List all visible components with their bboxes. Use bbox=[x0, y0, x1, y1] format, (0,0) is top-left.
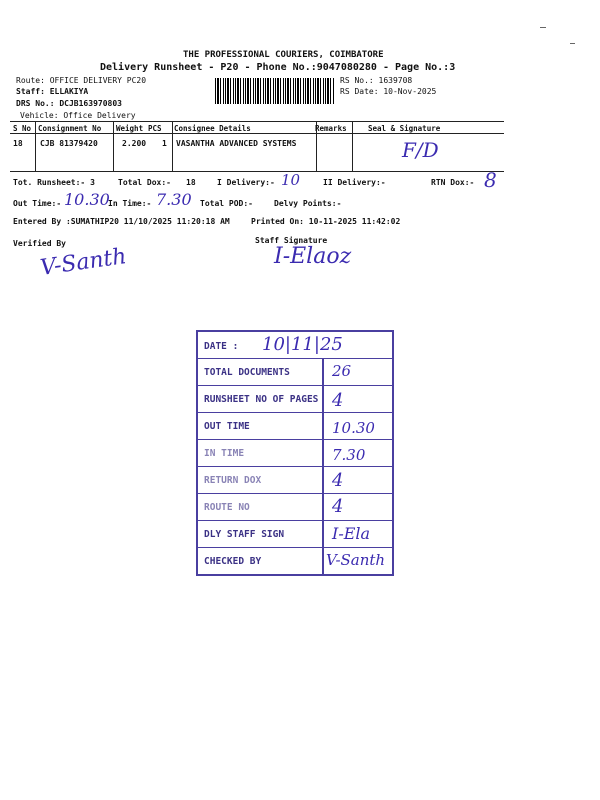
col-header-pcs: PCS bbox=[148, 124, 162, 133]
col-header-sno: S No bbox=[13, 124, 32, 133]
stamp-row bbox=[198, 412, 392, 440]
stamp-row bbox=[198, 385, 392, 413]
table-row-sno: 18 bbox=[13, 139, 23, 148]
barcode bbox=[215, 78, 335, 104]
verified-by-signature: V-Santh bbox=[38, 244, 128, 281]
col-divider bbox=[113, 121, 114, 171]
stamp-row bbox=[198, 358, 392, 386]
stamp-row-label: ROUTE NO bbox=[204, 502, 250, 513]
col-header-remarks: Remarks bbox=[315, 124, 347, 133]
i-delivery-handwritten: 10 bbox=[281, 171, 301, 189]
stamp-date-value: 10|11|25 bbox=[262, 334, 343, 355]
stamp-row-label: RETURN DOX bbox=[204, 475, 262, 486]
stamp-row bbox=[198, 466, 392, 494]
total-dox-label: Total Dox:- bbox=[118, 178, 171, 187]
table-row-consignee: VASANTHA ADVANCED SYSTEMS bbox=[176, 139, 297, 148]
in-time-handwritten: 7.30 bbox=[156, 190, 192, 209]
col-header-seal: Seal & Signature bbox=[368, 124, 441, 133]
rtn-dox-handwritten: 8 bbox=[484, 168, 497, 192]
delvy-points-label: Delvy Points:- bbox=[274, 199, 342, 208]
table-top-line bbox=[10, 121, 504, 122]
stamp-date-row bbox=[198, 332, 392, 359]
staff-signature: I-Elaoz bbox=[274, 244, 352, 269]
stamp-row-value: I-Ela bbox=[332, 524, 371, 543]
out-time-label: Out Time:- bbox=[13, 199, 62, 208]
staff-label: Staff: ELLAKIYA bbox=[16, 87, 89, 96]
col-divider bbox=[352, 121, 353, 171]
in-time-label: In Time:- bbox=[108, 199, 152, 208]
verified-by-label: Verified By bbox=[13, 239, 66, 248]
rs-date: RS Date: 10-Nov-2025 bbox=[340, 87, 437, 96]
stamp-row bbox=[198, 493, 392, 521]
table-bottom-line bbox=[10, 171, 504, 172]
col-header-consignment: Consignment No bbox=[38, 124, 102, 133]
stamp-row-value: 4 bbox=[332, 496, 344, 517]
scan-mark bbox=[570, 43, 575, 44]
col-divider bbox=[172, 121, 173, 171]
stamp-row bbox=[198, 547, 392, 574]
stamp-row-value: 10.30 bbox=[332, 419, 375, 437]
i-delivery-label: I Delivery:- bbox=[217, 178, 275, 187]
ii-delivery-label: II Delivery:- bbox=[323, 178, 386, 187]
printed-on: Printed On: 10-11-2025 11:42:02 bbox=[251, 217, 401, 226]
stamp-row-value: 4 bbox=[332, 470, 344, 491]
drs-number: DRS No.: DCJB163970803 bbox=[16, 99, 122, 108]
tot-runsheet: Tot. Runsheet:- 3 bbox=[13, 178, 95, 187]
stamp-row-label: DLY STAFF SIGN bbox=[204, 529, 285, 540]
scan-mark bbox=[540, 27, 546, 28]
stamp-row bbox=[198, 439, 392, 467]
stamp-row-label: CHECKED BY bbox=[204, 556, 262, 567]
stamp-row-value: 26 bbox=[332, 362, 352, 380]
vehicle-label: Vehicle: Office Delivery bbox=[20, 111, 136, 120]
out-time-handwritten: 10.30 bbox=[64, 190, 110, 209]
stamp-row-label: IN TIME bbox=[204, 448, 245, 459]
runsheet-subtitle: Delivery Runsheet - P20 - Phone No.:9047080280 - Page No.:3 bbox=[100, 62, 456, 73]
stamp-row bbox=[198, 520, 392, 548]
stamp-row-label: OUT TIME bbox=[204, 421, 250, 432]
table-header-line bbox=[10, 133, 504, 134]
stamp-date-label: DATE : bbox=[204, 341, 239, 352]
staff-signature-label: Staff Signature bbox=[255, 236, 328, 245]
table-row-weight: 2.200 bbox=[122, 139, 147, 148]
col-header-weight: Weight bbox=[116, 124, 144, 133]
table-row-seal-handwritten: F/D bbox=[402, 138, 439, 162]
stamp-row-value: 7.30 bbox=[332, 446, 366, 464]
col-header-consignee: Consignee Details bbox=[174, 124, 251, 133]
stamp-row-value: V-Santh bbox=[326, 551, 386, 569]
total-pod-label: Total POD:- bbox=[200, 199, 253, 208]
entered-by: Entered By :SUMATHIP20 11/10/2025 11:20:18 AM bbox=[13, 217, 230, 226]
rs-number: RS No.: 1639708 bbox=[340, 76, 413, 85]
stamp-row-label: TOTAL DOCUMENTS bbox=[204, 367, 290, 378]
delivery-stamp bbox=[196, 330, 394, 576]
company-title: THE PROFESSIONAL COURIERS, COIMBATORE bbox=[183, 50, 384, 60]
total-dox-value: 18 bbox=[186, 178, 196, 187]
table-row-consignment: CJB 81379420 bbox=[40, 139, 98, 148]
table-row-pcs: 1 bbox=[162, 139, 167, 148]
route-label: Route: OFFICE DELIVERY PC20 bbox=[16, 76, 147, 85]
stamp-row-value: 4 bbox=[332, 390, 344, 411]
rtn-dox-label: RTN Dox:- bbox=[431, 178, 475, 187]
col-divider bbox=[35, 121, 36, 171]
stamp-row-label: RUNSHEET NO OF PAGES bbox=[204, 394, 319, 405]
